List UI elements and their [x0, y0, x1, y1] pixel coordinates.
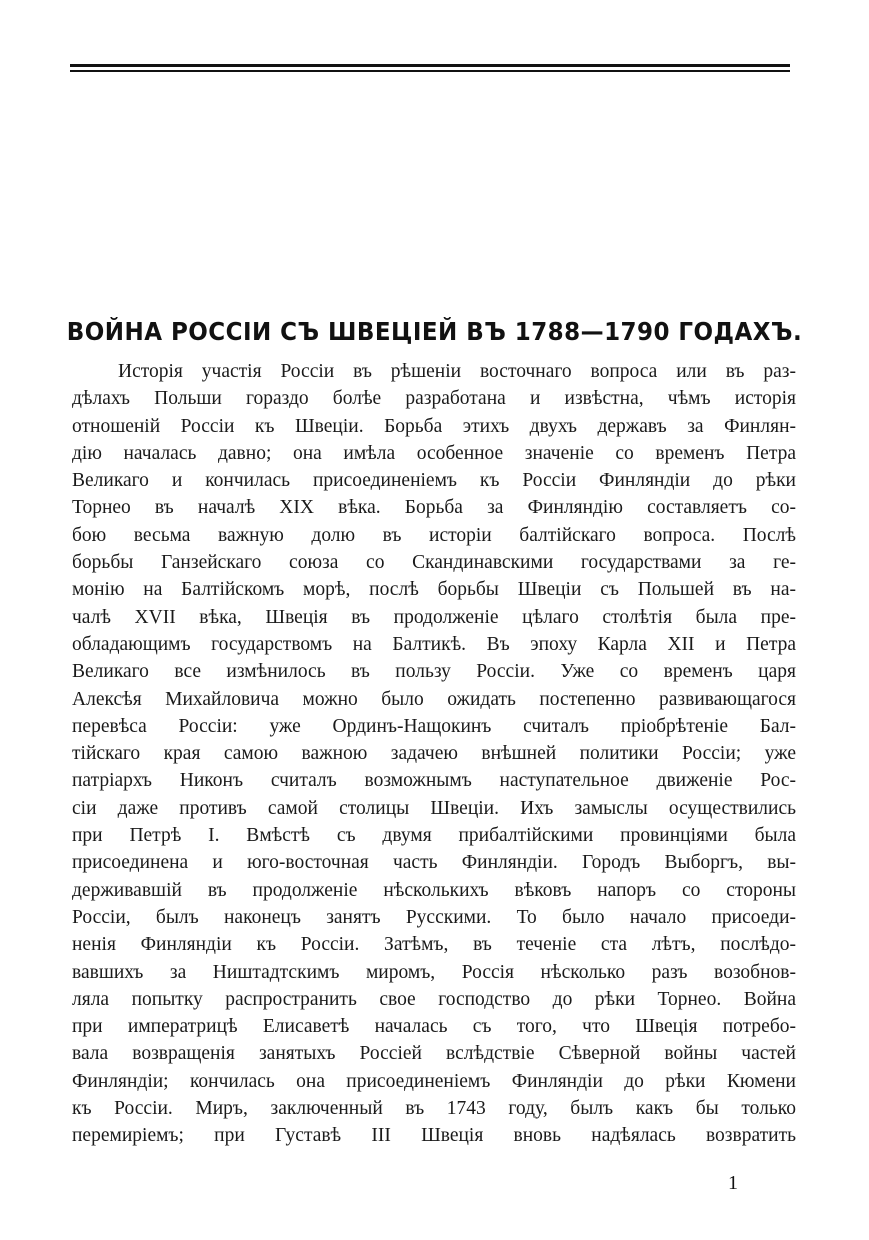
text-line: дію началась давно; она имѣла особенное значеніе со временъ Петра: [72, 442, 796, 464]
text-line: дѣлахъ Польши гораздо болѣе разработана и извѣстна, чѣмъ исторія: [72, 388, 796, 410]
text-line: Великаго все измѣнилось въ пользу Россіи. Уже со временъ царя: [72, 661, 796, 683]
header-rule-thin: [70, 70, 790, 72]
page-number: 1: [728, 1172, 738, 1194]
text-line: вала возвращенія занятыхъ Россіей вслѣдствіе Сѣверной войны частей: [72, 1043, 796, 1065]
text-line: Россіи, былъ наконецъ занятъ Русскими. То было начало присоеди-: [72, 906, 796, 928]
text-line: перемиріемъ; при Густавѣ III Швеція вновь надѣялась возвратить: [72, 1125, 796, 1147]
text-line: бою весьма важную долю въ исторіи балтійскаго вопроса. Послѣ: [72, 524, 796, 546]
text-line: сіи даже противъ самой столицы Швеціи. Ихъ замыслы осуществились: [72, 797, 796, 819]
text-line: вавшихъ за Ништадтскимъ миромъ, Россія нѣсколько разъ возобнов-: [72, 961, 796, 983]
text-line: тійскаго края самою важною задачею внѣшней политики Россіи; уже: [72, 743, 796, 765]
text-line: ненія Финляндіи къ Россіи. Затѣмъ, въ теченіе ста лѣтъ, послѣдо-: [72, 934, 796, 956]
text-line: Великаго и кончилась присоединеніемъ къ Россіи Финляндіи до рѣки: [72, 470, 796, 492]
text-line: при императрицѣ Елисаветѣ началась съ того, что Швеція потребо-: [72, 1016, 796, 1038]
header-rule-thick: [70, 64, 790, 67]
text-line: присоединена и юго-восточная часть Финляндіи. Городъ Выборгъ, вы-: [72, 852, 796, 874]
text-line: Алексѣя Михайловича можно было ожидать постепенно развивающагося: [72, 688, 796, 710]
body-paragraph: [72, 358, 796, 1150]
text-line: къ Россіи. Миръ, заключенный въ 1743 году, былъ какъ бы только: [72, 1098, 796, 1120]
text-line: держивавшій въ продолженіе нѣсколькихъ вѣковъ напоръ со стороны: [72, 879, 796, 901]
text-line: обладающимъ государствомъ на Балтикѣ. Въ эпоху Карла XII и Петра: [72, 633, 796, 655]
text-line: борьбы Ганзейскаго союза со Скандинавскими государствами за ге-: [72, 552, 796, 574]
chapter-title: ВОЙНА РОССІИ СЪ ШВЕЦІЕЙ ВЪ 1788—1790 ГОДАХЪ.: [66, 316, 803, 346]
text-line: отношеній Россіи къ Швеціи. Борьба этихъ двухъ державъ за Финлян-: [72, 415, 796, 437]
text-line: монію на Балтійскомъ морѣ, послѣ борьбы Швеціи съ Польшей въ на-: [72, 579, 796, 601]
text-line: Исторія участія Россіи въ рѣшеніи восточнаго вопроса или въ раз-: [118, 361, 796, 382]
text-line: при Петрѣ I. Вмѣстѣ съ двумя прибалтійскими провинціями была: [72, 825, 796, 847]
text-line: перевѣса Россіи: уже Ординъ-Нащокинъ считалъ пріобрѣтеніе Бал-: [72, 715, 796, 737]
text-line: Финляндіи; кончилась она присоединеніемъ Финляндіи до рѣки Кюмени: [72, 1070, 796, 1092]
text-line: чалѣ XVII вѣка, Швеція въ продолженіе цѣлаго столѣтія была пре-: [72, 606, 796, 628]
text-line: Торнео въ началѣ XIX вѣка. Борьба за Финляндію составляетъ со-: [72, 497, 796, 519]
text-line: ляла попытку распространить свое господство до рѣки Торнео. Война: [72, 988, 796, 1010]
text-line: патріархъ Никонъ считалъ возможнымъ наступательное движеніе Рос-: [72, 770, 796, 792]
